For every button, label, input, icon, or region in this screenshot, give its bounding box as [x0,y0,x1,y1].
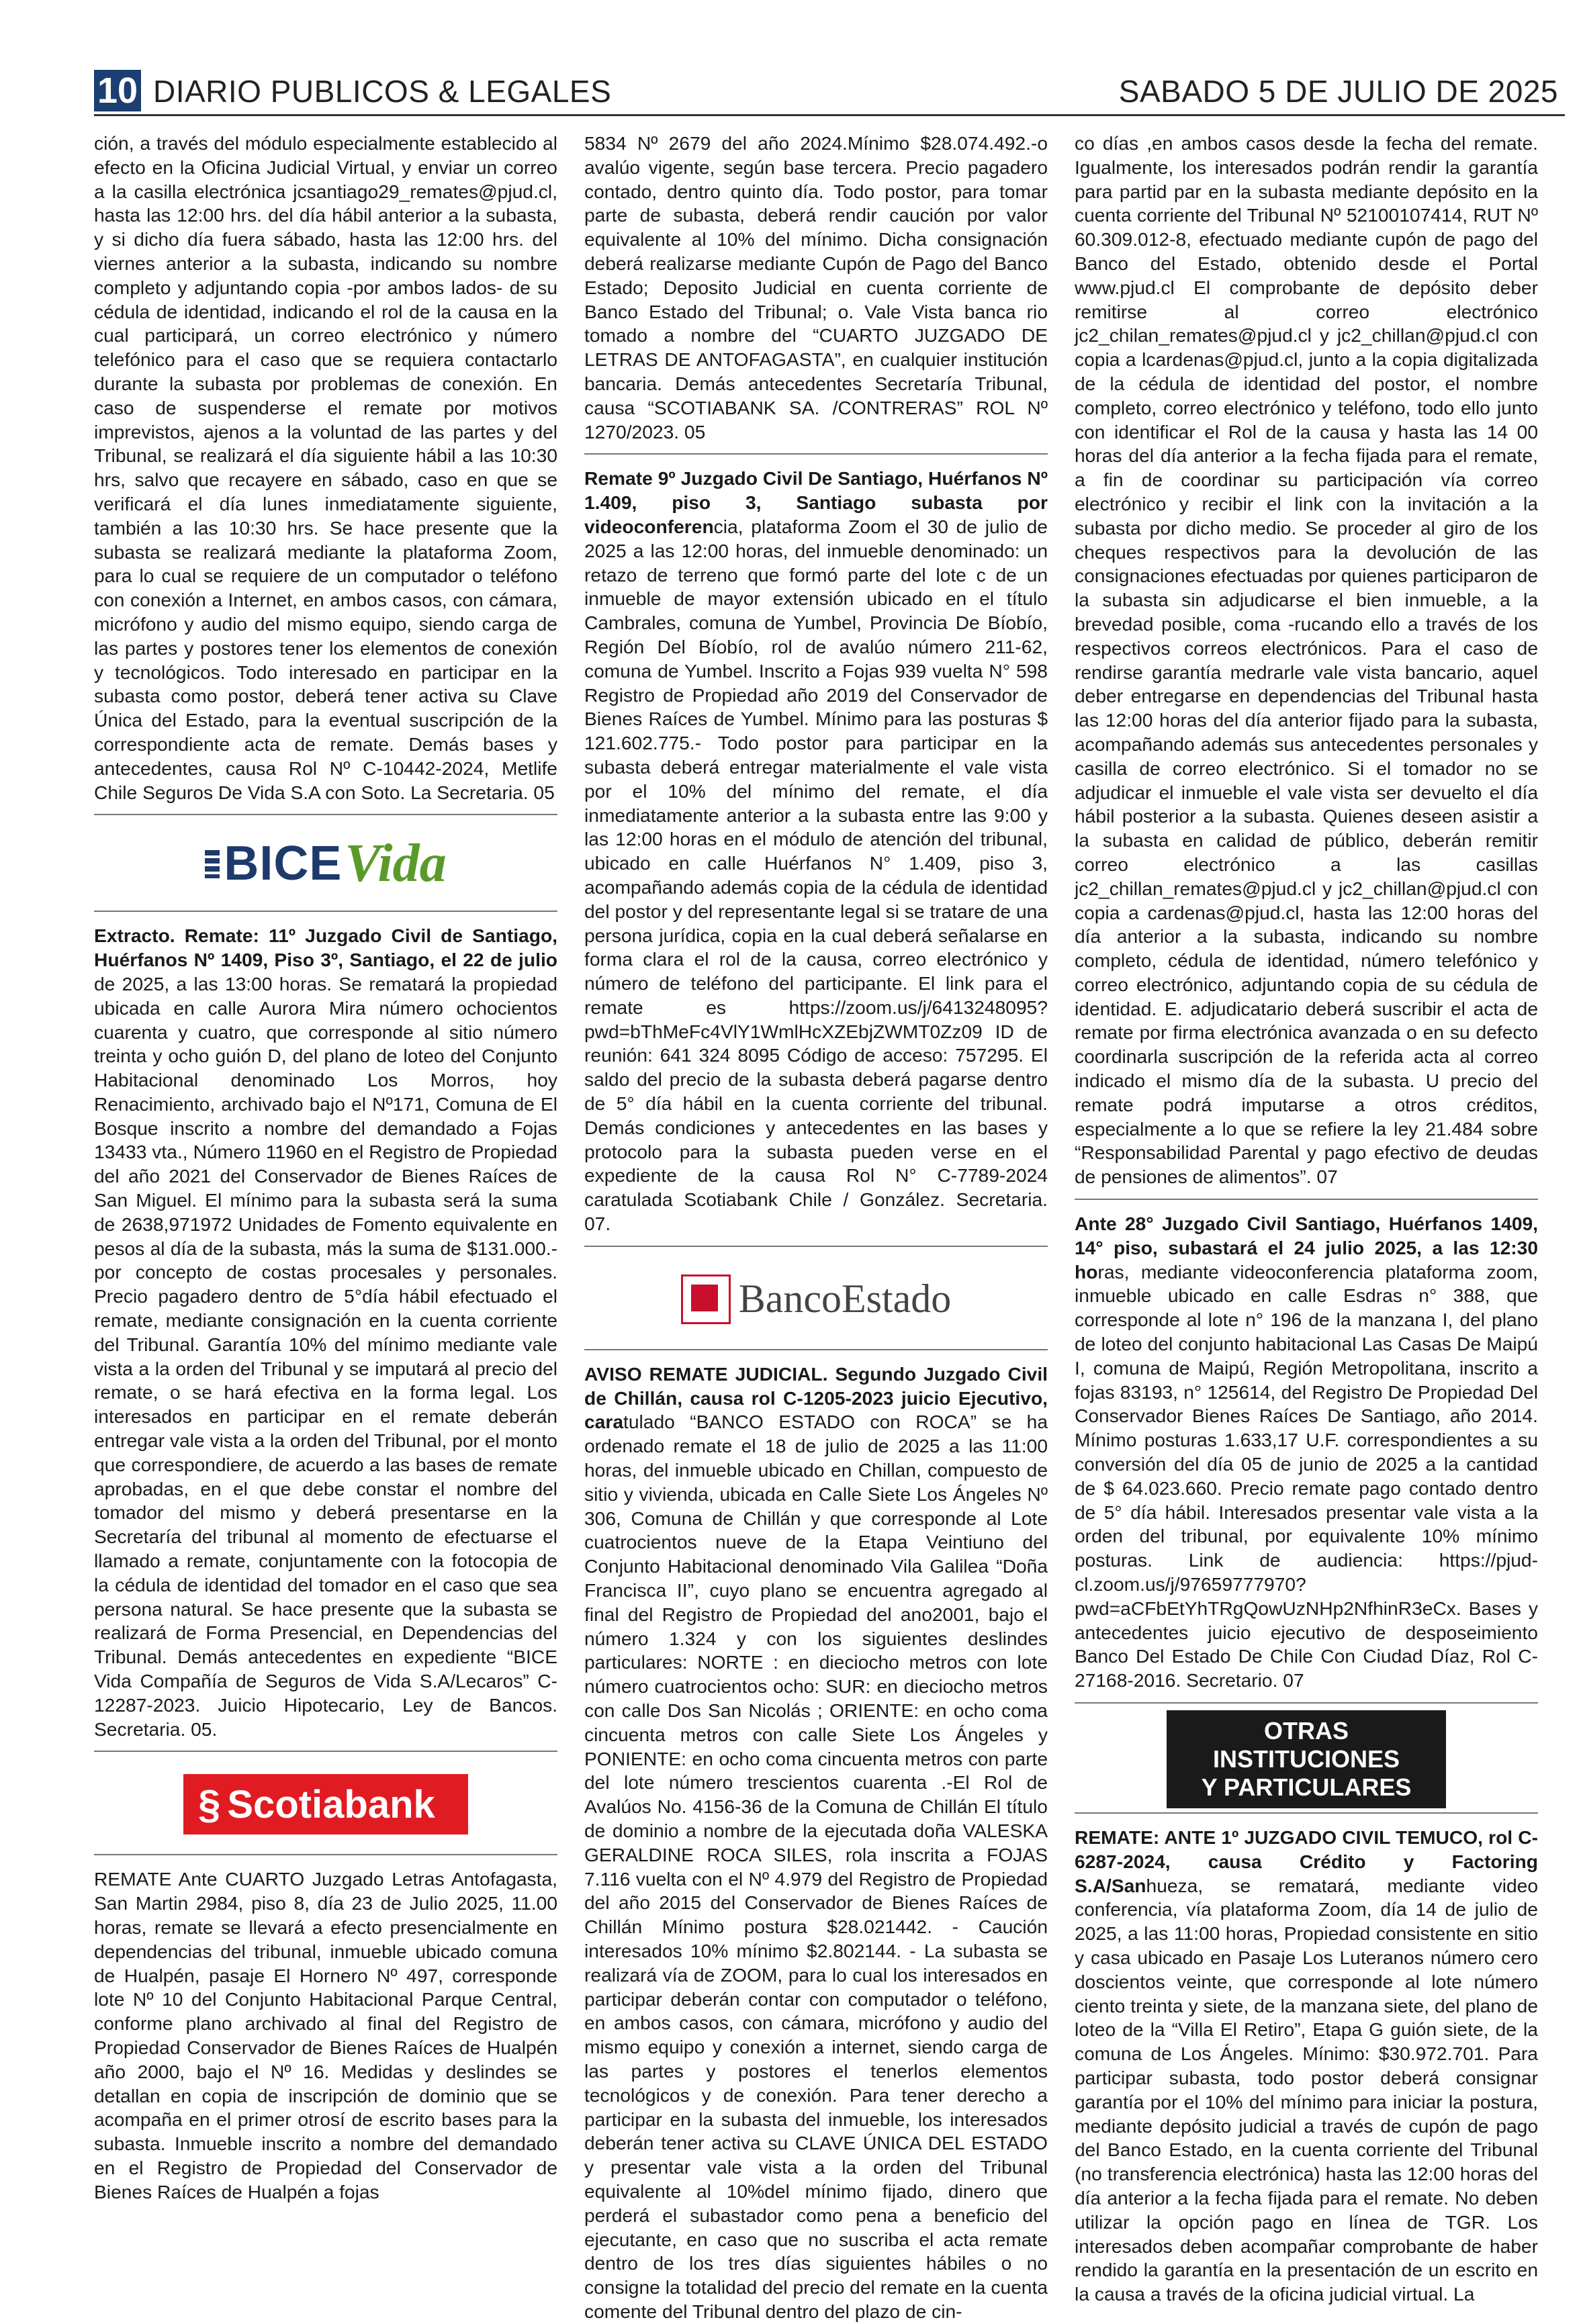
notice-heading: Ante 28° Juzgado Civil Santiago, Huérfanos 1409, 14° piso, subastará el 24 julio 2025, a las 12:30 ho [1075,1213,1538,1283]
notice-heading: REMATE: ANTE 1º JUZGADO CIVIL TEMUCO, rol C-6287-2024, causa Crédito y Factoring S.A/San [1075,1826,1538,1896]
column-3 [1075,132,1538,2305]
divider [584,1246,1048,1247]
divider [584,1349,1048,1350]
notice-text: co días ,en ambos casos desde la fecha del remate. Igualmente, los interesados podrán rendir la garantía para partid par en la subasta mediante depósito en la cuenta corriente del Tribunal Nº 52100107414, RUT Nº 60.309.012-8, efectuado mediante cupón de pago del Banco del Estado, obtenido desde el Portal www.pjud.cl El comprobante de depósito deber remitirse al correo electrónico jc2_chilan_remates@pjud.cl y jc2_chillan@pjud.cl con copia a lcardenas@pjud.cl, junto a la copia digitalizada de la cédula de identidad del postor, el nombre completo, correo electrónico y teléfono, todo ello junto con identificar el Rol de la causa y hasta las 14 00 horas del día anterior a la fecha fijada para el remate, a fin de coordinar su participación vía correo electrónico y recibir el link con la invitación a la subasta por dicho medio. Se proceder al giro de los cheques respectivos para la devolución de las consignaciones efectuadas por quienes participaron de la subasta sin adjudicarse el bien inmueble, a la brevedad posible, coma -rucando ello a través de los respectivos correos electrónicos. Para el caso de rendirse garantía medrarle vale vista bancario, aquel deber entregarse en dependencias del Tribunal hasta las 12:00 horas del día anterior fijado para la subasta, acompañando además sus antecedentes personales y casilla de correo electrónico. Si el tomador no se adjudicar el inmueble el vale vista ser devuelto el día hábil posterior a la subasta. Quienes deseen asistir a la subasta en calidad de público, deberán remitir correo electrónico a las casillas jc2_chillan_remates@pjud.cl y jc2_chillan@pjud.cl con copia a cardenas@pjud.cl, hasta las 12:00 horas del día anterior a la subasta, indicando su nombre completo, cédula de identidad, número telefónico y correo electrónico, adjuntando copia de su cédula de identidad. E. adjudicatario deberá suscribir el acta de remate por firma electrónica avanzada o en su defecto coordinarla suscripción de la referida acta al correo indicado el mismo día de la subasta. U precio del remate podrá imputarse a otros créditos, especialmente a lo que se refiere la ley 21.484 sobre “Responsabilidad Parental y pago efectivo de deudas de pensiones de alimentos”. 07 [1075,132,1538,1188]
bancoestado-logo: BancoEstado [584,1259,1048,1340]
section-label [1075,1716,1538,1803]
divider [94,1751,557,1752]
column-2 [584,132,1048,2322]
divider [584,453,1048,455]
notice-text: Ante 28° Juzgado Civil Santiago, Huérfanos 1409, 14° piso, subastará el 24 julio 2025, a las 12:30 horas, mediante videoconferencia plataforma zoom, inmueble ubicado en calle Esdras n° 388, que corresponde al lote n° 196 de la manzana I, del plano de loteo del conjunto habitacional Las Casas De Maipú I, comuna de Maipú, Región Metropolitana, inscrito a fojas 83193, n° 125614, del Registro De Propiedad Del Conservador Bienes Raíces De Santiago, año 2014. Mínimo posturas 1.633,17 U.F. correspondientes a su conversión del día 05 de junio de 2025 a la cantidad de $ 64.023.660. Precio remate pago contado dentro de 5° día hábil. Interesados presentar vale vista a la orden del tribunal, por equivalente 10% mínimo posturas. Link de audiencia: https://pjud-cl.zoom.us/j/97659777970?pwd=aCFbEtYhTRgQowUzNHp2NfhinR3eCx. Bases y antecedentes juicio ejecutivo de desposeimiento Banco Del Estado De Chile Con Ciudad Díaz, Rol C-27168-2016. Secretario. 07 [1075,1213,1538,1691]
publication-name: DIARIO PUBLICOS & LEGALES [153,74,612,109]
divider [1075,1702,1538,1704]
notice-text: AVISO REMATE JUDICIAL. Segundo Juzgado Civil de Chillán, causa rol C-1205-2023 juicio Ejecutivo, caratulado “BANCO ESTADO con ROCA” se ha ordenado remate el 18 de julio de 2025 a las 11:00 horas, del inmueble ubicado en Chillan, compuesto de sitio y vivienda, ubicada en Calle Siete Los Ángeles Nº 306, Comuna de Chillán y que corresponde al Lote cuatrocientos nueve de la Etapa Veintiuno del Conjunto Habitacional denominado Vila Galilea “Doña Francisca II”, cuyo plano se encuentra agregado al final del Registro de Propiedad del ano2001, bajo el número 1.324 y con los siguientes deslindes particulares: NORTE : en dieciocho metros con lote número cuatrocientos ocho: SUR: en dieciocho metros con calle Dos San Nicolás ; ORIENTE: en ocho coma cincuenta metros con calle Siete Los Ángeles y PONIENTE: en ocho coma cincuenta metros con parte del lote número trescientos cuarenta .-El Rol de Avalúos No. 4156-36 de la Comuna de Chillán El título de dominio a nombre de la ejecutada doña VALESKA GERALDINE ROCA SILES, rola inscrita a FOJAS 7.116 vuelta con el Nº 4.979 del Registro de Propiedad del año 2015 del Conservador de Bienes Raíces de Chillán Mínimo postura $28.021442. - Caución interesados 10% mínimo $2.802144. - La subasta se realizará vía de ZOOM, para lo cual los interesados en participar deberán contar con computador o teléfono, en ambos casos, con cámara, micrófono y audio del mismo equipo y conexión a internet, siendo carga de las partes y postores el tenerlos elementos tecnológicos y de conexión. Para tener derecho a participar en la subasta del inmueble, los interesados deberán tener activa su CLAVE ÚNICA DEL ESTADO y presentar vale vista a la orden del Tribunal equivalente al 10%del mínimo fijado, dinero que perderá el subastador como pena a beneficio del ejecutante, en caso que no suscriba el acta remate dentro de los tres días siguientes hábiles o no consigne la totalidad del precio del remate en la cuenta comente del Tribunal dentro del plazo de cin- [584,1362,1048,2322]
header-rule [94,114,1565,116]
notice-text: Extracto. Remate: 11º Juzgado Civil de Santiago, Huérfanos Nº 1409, Piso 3º, Santiago, el 22 de julio de 2025, a las 13:00 horas. Se rematará la propiedad ubicada en calle Aurora Mira número ochocientos cuarenta y cuatro, que corresponde al sitio número treinta y ocho guión D, del plano de loteo del Conjunto Habitacional denominado Los Morros, hoy Renacimiento, archivado bajo el Nº171, Comuna de El Bosque inscrito a nombre del demandado a Fojas 13433 vta., Número 11960 en el Registro de Propiedad del año 2021 del Conservador de Bienes Raíces de San Miguel. El mínimo para la subasta será la suma de 2638,971972 Unidades de Fomento equivalente en pesos al día de la subasta, más la suma de $131.000.- por concepto de costas procesales y personales. Precio pagadero dentro de 5°día hábil efectuado el remate, mediante consignación en la cuenta corriente del Tribunal. Garantía 10% del mínimo mediante vale vista a la orden del Tribunal y se imputará al precio del remate, o se hará efectiva en la forma legal. Los interesados en participar en el remate deberán entregar vale vista a la orden del Tribunal, por el monto que correspondiere, de acuerdo a las bases de remate aprobadas, en el que debe constar el nombre del tomador del mismo y deberá presentarse en la Secretaría del tribunal al momento de efectuarse el llamado a remate, conjuntamente con la fotocopia de la cédula de identidad del tomador en el caso que sea persona natural. Se hace presente que la subasta se realizará de Forma Presencial, en Dependencias del Tribunal. Demás antecedentes en expediente “BICE Vida Compañía de Seguros de Vida S.A/Lecaros” C-12287-2023. Juicio Hipotecario, Ley de Bancos. Secretaria. 05. [94,925,557,1740]
bancoestado-mark-icon [681,1274,731,1324]
column-1 [94,132,557,2290]
page-number: 10 [94,70,141,111]
notice-heading: Remate 9º Juzgado Civil De Santiago, Huérfanos Nº 1.409, piso 3, Santiago subasta por videoconferen [584,467,1048,537]
bice-vida-logo: BICE Vida [94,827,557,901]
section-label-line-2: Y PARTICULARES [1201,1773,1412,1801]
notice-text: REMATE: ANTE 1º JUZGADO CIVIL TEMUCO, rol C-6287-2024, causa Crédito y Factoring S.A/Sanhueza, se rematará, mediante video conferencia, vía plataforma Zoom, día 14 de julio de 2025, a las 11:00 horas, Propiedad consistente en sitio y casa ubicado en Pasaje Los Luteranos número cero doscientos veinte, que corresponde al lote número ciento treinta y siete, de la manzana siete, del plano de loteo de la “Villa El Retiro”, Etapa G guión siete, de la comuna de Los Ángeles. Mínimo: $30.972.701. Para participar subasta, todo postor deberá consignar garantía por el 10% del mínimo para iniciar la postura, mediante depósito judicial a través de cupón de pago del Banco Estado, en la cuenta corriente del Tribunal (no transferencia electrónica) hasta las 12:00 horas del día anterior a la fecha fijada para el remate. No deben utilizar la opción pago en línea de TGR. Los interesados deben acompañar comprobante de haber rendido la garantía en la presentación de un escrito en la causa a través de la oficina judicial virtual. La [1075,1826,1538,2305]
notice-text: 5834 Nº 2679 del año 2024.Mínimo $28.074.492.-o avalúo vigente, según base tercera. Precio pagadero contado, dentro quinto día. Todo postor, para tomar parte de subasta, deberá rendir caución por valor equivalente al 10% del mínimo. Dicha consignación deberá realizarse mediante Cupón de Pago del Banco Estado; Deposito Judicial en cuenta corriente de Banco Estado del Tribunal; o. Vale Vista banca rio tomado a nombre del “CUARTO JUZGADO DE LETRAS DE ANTOFAGASTA”, en cualquier institución bancaria. Demás antecedentes Secretaría Tribunal, causa “SCOTIABANK SA. /CONTRERAS” ROL Nº 1270/2023. 05 [584,132,1048,443]
notice-text: ción, a través del módulo especialmente establecido al efecto en la Oficina Judicial Virtual, y enviar un correo a la casilla electrónica jcsantiago29_remates@pjud.cl, hasta las 12:00 hrs. del día hábil anterior a la subasta, y si dicho día fuera sábado, hasta las 12:00 hrs. del viernes anterior a la subasta, indicando su nombre completo y adjuntando copia -por ambos lados- de su cédula de identidad, indicando el rol de la causa en la cual participará, un correo electrónico y número telefónico para el caso que se requiera contactarlo durante la subasta por problemas de conexión. En caso de suspenderse el remate por motivos imprevistos, ajenos a la voluntad de las partes y del Tribunal, se realizará el día siguiente hábil a las 10:30 hrs, salvo que recayere en sábado, caso en que se verificará el día lunes inmediatamente siguiente, también a las 10:30 hrs. Se hace presente que la subasta se realizará mediante la plataforma Zoom, para lo cual se requiere de un computador o teléfono con conexión a Internet, en ambos casos, con cámara, micrófono y audio del mismo equipo, siendo carga de las partes y postores tener los elementos de conexión y tecnológicos. Todo interesado en participar en la subasta como postor, deberá tener activa su Clave Única del Estado, para la eventual suscripción de la correspondiente acta de remate. Demás bases y antecedentes, causa Rol Nº C-10442-2024, Metlife Chile Seguros De Vida S.A con Soto. La Secretaria. 05 [94,132,557,803]
divider [1075,1199,1538,1200]
notice-heading: Extracto. Remate: 11º Juzgado Civil de Santiago, Huérfanos Nº 1409, Piso 3º, Santiago, el 22 de julio [94,925,557,971]
publication-date: SABADO 5 DE JULIO DE 2025 [1118,74,1558,109]
bice-mark-icon [205,850,220,878]
scotiabank-logo: § Scotiabank [94,1764,557,1845]
page-header [94,70,1572,111]
section-label-line-1: OTRAS INSTITUCIONES [1212,1717,1400,1773]
notice-heading: AVISO REMATE JUDICIAL. Segundo Juzgado Civil de Chillán, causa rol C-1205-2023 juicio Ejecutivo, cara [584,1362,1048,1433]
notice-text: Remate 9º Juzgado Civil De Santiago, Huérfanos Nº 1.409, piso 3, Santiago subasta por videoconferencia, plataforma Zoom el 30 de julio de 2025 a las 12:00 horas, del inmueble denominado: un retazo de terreno que formó parte del lote c de un inmueble de mayor extensión ubicado en el título Cambrales, comuna de Yumbel, Provincia De Bíobío, Región Del Bíobío, rol de avalúo número 211-62, comuna de Yumbel. Inscrito a Fojas 939 vuelta N° 598 Registro de Propiedad año 2019 del Conservador de Bienes Raíces de Yumbel. Mínimo para las posturas $ 121.602.775.- Todo postor para participar en la subasta deberá entregar materialmente el vale vista por el 10% del mínimo del remate, el día inmediatamente anterior a la subasta entre las 9:00 y las 12:00 horas en el módulo de atención del tribunal, ubicado en calle Huérfanos N° 1.409, piso 3, acompañando además copia de la cédula de identidad del postor y del representante legal si se tratare de una persona jurídica, copia en la cual deberá señalarse en forma clara el rol de la causa, correo electrónico y número de teléfono del participante. El link para el remate es https://zoom.us/j/6413248095?pwd=bThMeFc4VlY1WmlHcXZEbjZWMT0Zz09 ID de reunión: 641 324 8095 Código de acceso: 757295. El saldo del precio de la subasta deberá pagarse dentro de 5° día hábil en la cuenta corriente del tribunal. Demás condiciones y antecedentes en las bases y protocolo para la subasta pueden verse en el expediente de la causa Rol N° C-7789-2024 caratulada Scotiabank Chile / González. Secretaria. 07. [584,467,1048,1235]
scotiabank-s-icon: § [198,1781,221,1827]
notice-text: REMATE Ante CUARTO Juzgado Letras Antofagasta, San Martin 2984, piso 8, día 23 de Julio 2025, 11.00 horas, remate se llevará a efecto presencialmente en dependencias del tribunal, inmueble ubicado comuna de Hualpén, pasaje El Hornero Nº 497, corresponde lote Nº 10 del Conjunto Habitacional Parque Central, conforme plano archivado al final del Registro de Propiedad Conservador de Bienes Raíces de Hualpén año 2000, bajo el Nº 16. Medidas y deslindes se detallan en copia de inscripción de dominio que se acompaña en el primer otrosí de escrito bases para la subasta. Inmueble inscrito a nombre del demandado en el Registro de Propiedad del Conservador de Bienes Raíces de Hualpén a fojas [94,1868,557,2202]
divider [1075,1812,1538,1814]
divider [94,911,557,912]
divider [94,814,557,815]
divider [94,1854,557,1855]
